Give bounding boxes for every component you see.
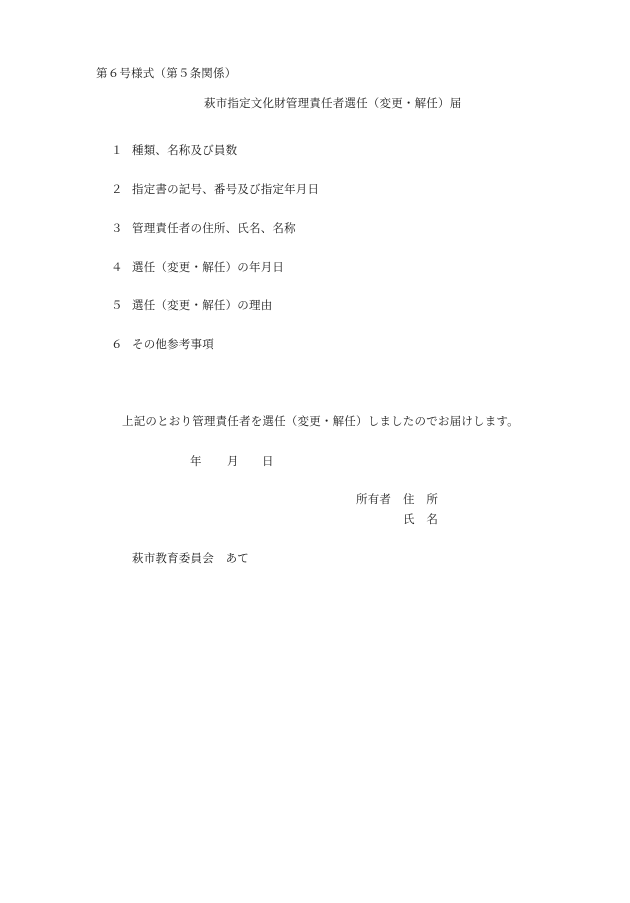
form-number: 第６号様式（第５条関係） bbox=[96, 66, 237, 80]
item-text: 選任（変更・解任）の年月日 bbox=[132, 260, 285, 274]
item-number: ５ bbox=[111, 298, 123, 312]
date-month-label: 月 bbox=[227, 454, 239, 468]
owner-label: 所有者 bbox=[356, 492, 392, 506]
item-text: 管理責任者の住所、氏名、名称 bbox=[132, 221, 296, 235]
date-day-label: 日 bbox=[262, 454, 274, 468]
item-text: 種類、名称及び員数 bbox=[132, 143, 238, 157]
name-label: 氏 名 bbox=[403, 512, 439, 526]
item-text: 選任（変更・解任）の理由 bbox=[132, 298, 273, 312]
document-title: 萩市指定文化財管理責任者選任（変更・解任）届 bbox=[204, 96, 462, 110]
date-year-label: 年 bbox=[190, 454, 202, 468]
item-text: その他参考事項 bbox=[132, 337, 214, 351]
item-number: ６ bbox=[111, 337, 123, 351]
item-text: 指定書の記号、番号及び指定年月日 bbox=[132, 182, 320, 196]
declaration-statement: 上記のとおり管理責任者を選任（変更・解任）しましたのでお届けします。 bbox=[122, 414, 519, 428]
item-number: ４ bbox=[111, 260, 123, 274]
item-number: ２ bbox=[111, 182, 123, 196]
recipient: 萩市教育委員会 あて bbox=[132, 551, 249, 565]
item-number: ３ bbox=[111, 221, 123, 235]
address-label: 住 所 bbox=[403, 492, 439, 506]
item-number: １ bbox=[111, 143, 123, 157]
